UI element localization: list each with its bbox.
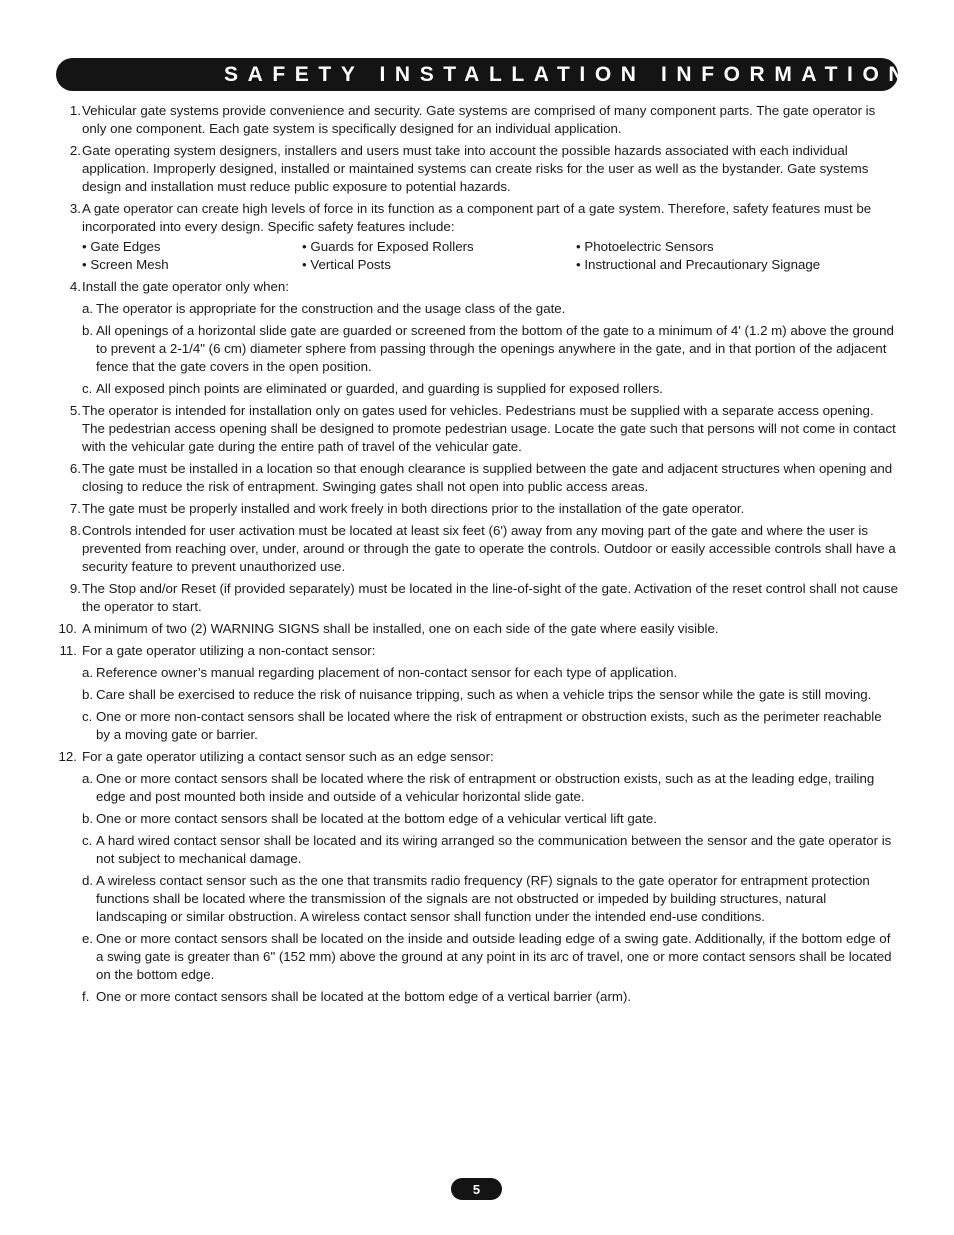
sub-item-text: One or more contact sensors shall be located at the bottom edge of a vertical barrier (arm). <box>96 989 632 1004</box>
item-text: The gate must be properly installed and work freely in both directions prior to the installation of the gate operator. <box>82 501 745 516</box>
item-number: 8. <box>69 523 81 538</box>
sub-item-letter: d. <box>82 873 94 888</box>
item-number: 9. <box>69 581 81 596</box>
section-title: SAFETY INSTALLATION INFORMATION <box>224 63 914 86</box>
sub-item-letter: a. <box>82 301 94 316</box>
sub-item-letter: c. <box>82 833 93 848</box>
item-text: Gate operating system designers, installers and users must take into account the possible hazards associated with each individual application. Improperly designed, installed or maintained systems can create risks for the user as well as the bystander. Gate systems design and installation must reduce public exposure to potential hazards. <box>82 143 869 194</box>
section-header-bar <box>56 58 914 91</box>
sub-item <box>60 686 898 704</box>
safety-features-list <box>60 238 898 274</box>
safety-list <box>60 102 898 1010</box>
sub-item-text: One or more contact sensors shall be located at the bottom edge of a vehicular vertical lift gate. <box>96 811 657 826</box>
sub-item-text: A hard wired contact sensor shall be located and its wiring arranged so the communication between the sensor and the gate operator is not subject to mechanical damage. <box>96 833 892 866</box>
sub-item-text: One or more contact sensors shall be located where the risk of entrapment or obstruction exists, such as at the leading edge, trailing edge and post mounted both inside and outside of a vehicular horizontal slide gate. <box>96 771 875 804</box>
list-item <box>60 500 898 518</box>
sub-item-letter: c. <box>82 709 93 724</box>
list-item <box>60 402 898 456</box>
bullet-item: • Gate Edges <box>82 239 161 254</box>
list-item <box>60 748 898 766</box>
item-text: A minimum of two (2) WARNING SIGNS shall be installed, one on each side of the gate where easily visible. <box>82 621 719 636</box>
sub-item-letter: a. <box>82 771 94 786</box>
item-number: 1. <box>69 103 81 118</box>
sub-item <box>60 300 898 318</box>
item-number: 11. <box>59 643 77 658</box>
sub-item-text: Reference owner’s manual regarding placement of non-contact sensor for each type of application. <box>96 665 678 680</box>
list-item <box>60 522 898 576</box>
list-item <box>60 102 898 138</box>
item-text: The gate must be installed in a location so that enough clearance is supplied between the gate and adjacent structures when opening and closing to reduce the risk of entrapment. Swinging gates shall not open into public access areas. <box>82 461 893 494</box>
sub-item <box>60 832 898 868</box>
list-item <box>60 620 898 638</box>
sub-item-letter: a. <box>82 665 94 680</box>
sub-item-text: The operator is appropriate for the construction and the usage class of the gate. <box>96 301 566 316</box>
item-text: The Stop and/or Reset (if provided separately) must be located in the line-of-sight of the gate. Activation of the reset control shall not cause the operator to start. <box>82 581 898 614</box>
sub-item <box>60 380 898 398</box>
page-number: 5 <box>451 1178 502 1200</box>
item-number: 2. <box>69 143 81 158</box>
item-text: Install the gate operator only when: <box>82 279 289 294</box>
item-number: 10. <box>58 621 77 636</box>
bullet-item: • Guards for Exposed Rollers <box>302 239 474 254</box>
list-item <box>60 142 898 196</box>
bullet-item: • Instructional and Precautionary Signage <box>576 257 821 272</box>
sub-item <box>60 872 898 926</box>
list-item <box>60 580 898 616</box>
sub-item <box>60 930 898 984</box>
item-text: Vehicular gate systems provide convenience and security. Gate systems are comprised of many component parts. The gate operator is only one component. Each gate system is specifically designed for an individual application. <box>82 103 876 136</box>
sub-item <box>60 322 898 376</box>
sub-item-letter: b. <box>82 323 94 338</box>
item-text: Controls intended for user activation must be located at least six feet (6') away from any moving part of the gate and where the user is prevented from reaching over, under, around or through the gate to operate the controls. Outdoor or easily accessible controls shall have a security feature to prevent unauthorized use. <box>82 523 896 574</box>
list-item <box>60 642 898 660</box>
sub-item <box>60 988 898 1006</box>
bullet-item: • Photoelectric Sensors <box>576 239 714 254</box>
sub-item-text: One or more contact sensors shall be located on the inside and outside leading edge of a swing gate. Additionally, if the bottom edge of a swing gate is greater than 6" (152 mm) above the ground at any point in its arc of travel, one or more contact sensors shall be located on the bottom edge. <box>96 931 892 982</box>
bullet-item: • Vertical Posts <box>302 257 391 272</box>
item-number: 5. <box>69 403 81 418</box>
item-number: 6. <box>69 461 81 476</box>
bullet-item: • Screen Mesh <box>82 257 169 272</box>
sub-item-text: All exposed pinch points are eliminated or guarded, and guarding is supplied for exposed rollers. <box>96 381 663 396</box>
sub-item <box>60 770 898 806</box>
sub-item-text: All openings of a horizontal slide gate are guarded or screened from the bottom of the gate to a minimum of 4' (1.2 m) above the ground to prevent a 2-1/4" (6 cm) diameter sphere from passing through the openings anywhere in the gate, and in that portion of the adjacent fence that the gate covers in the open position. <box>96 323 894 374</box>
item-text: For a gate operator utilizing a non-contact sensor: <box>82 643 376 658</box>
sub-item <box>60 708 898 744</box>
item-text: A gate operator can create high levels of force in its function as a component part of a gate system. Therefore, safety features must be incorporated into every design. Specific safety features include: <box>82 201 872 234</box>
list-item <box>60 278 898 296</box>
item-text: For a gate operator utilizing a contact sensor such as an edge sensor: <box>82 749 494 764</box>
sub-item-letter: c. <box>82 381 93 396</box>
item-number: 7. <box>69 501 81 516</box>
item-number: 12. <box>58 749 77 764</box>
sub-item-letter: b. <box>82 811 94 826</box>
sub-item <box>60 810 898 828</box>
sub-item-text: One or more non-contact sensors shall be located where the risk of entrapment or obstruction exists, such as the perimeter reachable by a moving gate or barrier. <box>96 709 882 742</box>
list-item <box>60 200 898 236</box>
sub-item-text: Care shall be exercised to reduce the risk of nuisance tripping, such as when a vehicle trips the sensor while the gate is still moving. <box>96 687 872 702</box>
item-number: 4. <box>69 279 81 294</box>
sub-item-letter: f. <box>82 989 90 1004</box>
sub-item-letter: b. <box>82 687 94 702</box>
list-item <box>60 460 898 496</box>
item-number: 3. <box>69 201 81 216</box>
sub-item-letter: e. <box>82 931 94 946</box>
sub-item-text: A wireless contact sensor such as the one that transmits radio frequency (RF) signals to the gate operator for entrapment protection functions shall be located where the transmission of the signals are not obstructed or impeded by building structures, natural landscaping or similar obstruction. A wireless contact sensor shall function under the intended end-use conditions. <box>96 873 870 924</box>
sub-item <box>60 664 898 682</box>
item-text: The operator is intended for installation only on gates used for vehicles. Pedestrians must be supplied with a separate access opening. The pedestrian access opening shall be designed to promote pedestrian usage. Locate the gate such that persons will not come in contact with the vehicular gate during the entire path of travel of the vehicular gate. <box>82 403 896 454</box>
